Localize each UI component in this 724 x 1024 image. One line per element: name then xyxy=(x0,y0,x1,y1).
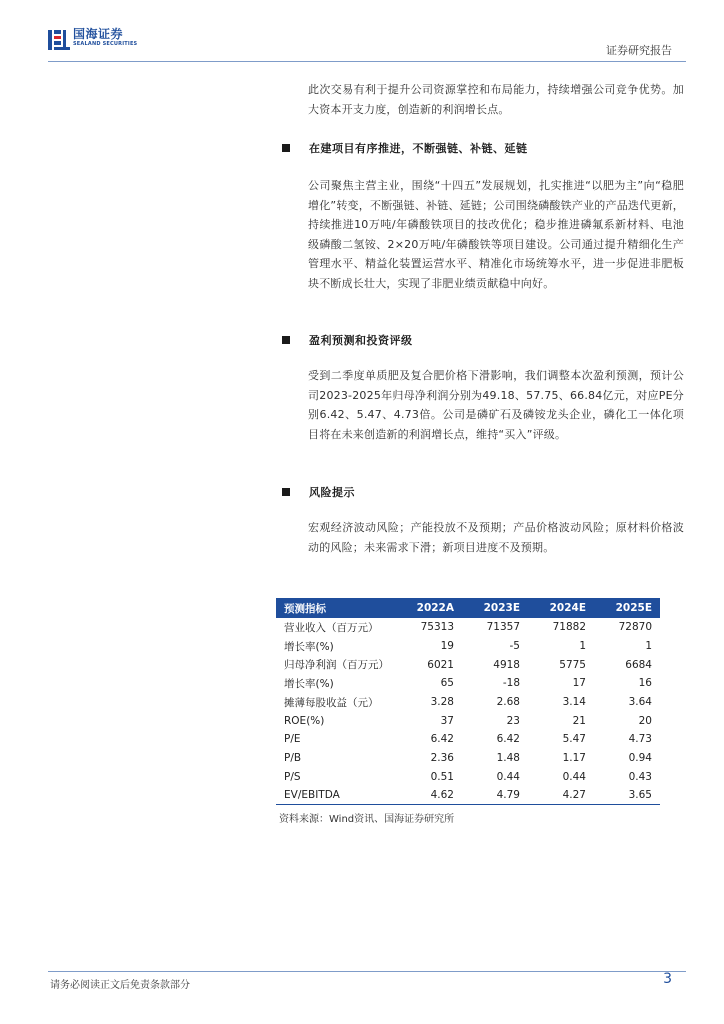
table-row xyxy=(276,693,660,712)
row-label: ROE(%) xyxy=(284,714,325,727)
table-cell: 3.14 xyxy=(562,696,586,709)
table-header-row xyxy=(276,598,660,618)
table-row xyxy=(276,730,660,749)
table-cell: -18 xyxy=(502,677,520,690)
row-label: P/E xyxy=(284,733,301,746)
section-body-risk: 宏观经济波动风险；产能投放不及预期；产品价格波动风险；原材料价格波动的风险；未来需求下滑；新项目进度不及预期。 xyxy=(308,521,684,554)
table-cell: 16 xyxy=(638,677,652,690)
table-cell: 5775 xyxy=(559,658,586,671)
forecast-table-container xyxy=(276,598,660,805)
table-row xyxy=(276,637,660,656)
section-heading-risk xyxy=(282,484,355,500)
table-cell: 20 xyxy=(638,714,652,727)
column-header: 2025E xyxy=(594,598,660,618)
table-cell: 23 xyxy=(506,714,520,727)
column-header: 2024E xyxy=(528,598,594,618)
table-row xyxy=(276,786,660,805)
row-label: P/S xyxy=(284,770,301,783)
intro-paragraph: 此次交易有利于提升公司资源掌控和布局能力，持续增强公司竞争优势。加大资本开支力度，创造新的利润增长点。 xyxy=(308,83,684,116)
table-cell: 3.64 xyxy=(628,696,652,709)
forecast-table xyxy=(276,598,660,805)
table-cell: 0.44 xyxy=(562,770,586,783)
table-cell: 0.44 xyxy=(496,770,520,783)
section-body-forecast: 受到二季度单质肥及复合肥价格下滑影响，我们调整本次盈利预测，预计公司2023-2025年归母净利润分别为49.18、57.75、66.84亿元，对应PE分别6.42、5.47、4.73倍。公司是磷矿石及磷铵龙头企业，磷化工一体化项目将在未来创造新的利润增长点，维持“买入”评级。 xyxy=(308,369,684,441)
table-cell: 4.27 xyxy=(528,786,594,805)
table-cell: 4.62 xyxy=(396,786,462,805)
table-cell: 72870 xyxy=(618,621,652,634)
section-body-projects: 公司聚焦主营主业，围绕“十四五”发展规划，扎实推进“以肥为主”向“稳肥增化”转变，不断强链、补链、延链；公司围绕磷酸铁产业的产品迭代更新，持续推进10万吨/年磷酸铁项目的技改优化；稳步推进磷氟系新材料、电池级磷酸二氢铵、2×20万吨/年磷酸铁等项目建设。公司通过提升精细化生产管理水平、精益化装置运营水平、精准化市场统筹水平，进一步促进非肥板块不断成长壮大，实现了非肥业绩贡献稳中向好。 xyxy=(308,179,684,290)
table-cell: 4.73 xyxy=(628,733,652,746)
square-bullet-icon xyxy=(282,144,290,152)
table-row xyxy=(276,768,660,787)
table-cell: 71882 xyxy=(552,621,586,634)
section-title: 在建项目有序推进，不断强链、补链、延链 xyxy=(309,142,528,155)
square-bullet-icon xyxy=(282,336,290,344)
table-cell: 1.48 xyxy=(496,752,520,765)
row-label: 归母净利润（百万元） xyxy=(284,659,389,672)
row-label: 摊薄每股收益（元） xyxy=(284,696,379,709)
table-cell: 65 xyxy=(440,677,454,690)
table-cell: 37 xyxy=(440,714,454,727)
table-cell: -5 xyxy=(509,640,520,653)
table-row xyxy=(276,655,660,674)
row-label: 营业收入（百万元） xyxy=(284,621,379,634)
table-cell: 6.42 xyxy=(430,733,454,746)
table-cell: 1 xyxy=(579,640,586,653)
footer-disclaimer: 请务必阅读正文后免责条款部分 xyxy=(50,980,190,991)
column-header: 预测指标 xyxy=(276,598,396,618)
page-number: 3 xyxy=(663,971,672,987)
table-cell: 4918 xyxy=(493,658,520,671)
table-cell: 3.28 xyxy=(430,696,454,709)
table-cell: 1.17 xyxy=(562,752,586,765)
table-row xyxy=(276,711,660,730)
table-cell: 2.36 xyxy=(430,752,454,765)
table-row xyxy=(276,674,660,693)
table-cell: 0.94 xyxy=(628,752,652,765)
row-label: 增长率(%) xyxy=(284,640,334,653)
table-cell: 6684 xyxy=(625,658,652,671)
section-title: 盈利预测和投资评级 xyxy=(309,334,413,347)
logo-english-name: SEALAND SECURITIES xyxy=(73,41,138,47)
table-cell: 4.79 xyxy=(462,786,528,805)
column-header: 2022A xyxy=(396,598,462,618)
table-cell: 0.51 xyxy=(430,770,454,783)
row-label: EV/EBITDA xyxy=(276,786,396,805)
row-label: P/B xyxy=(284,752,302,765)
sealand-logo-icon xyxy=(48,29,70,51)
company-logo xyxy=(48,28,137,51)
table-cell: 6021 xyxy=(427,658,454,671)
header-divider xyxy=(48,61,686,62)
section-heading-forecast xyxy=(282,332,413,348)
page-header xyxy=(48,28,686,62)
table-cell: 3.65 xyxy=(594,786,660,805)
table-row xyxy=(276,618,660,637)
table-cell: 17 xyxy=(572,677,586,690)
square-bullet-icon xyxy=(282,488,290,496)
table-cell: 21 xyxy=(572,714,586,727)
section-heading-projects xyxy=(282,140,528,156)
table-cell: 2.68 xyxy=(496,696,520,709)
table-source-note: 资料来源：Wind资讯、国海证券研究所 xyxy=(279,814,455,825)
table-row xyxy=(276,749,660,768)
table-cell: 1 xyxy=(645,640,652,653)
logo-chinese-name: 国海证券 xyxy=(73,27,124,41)
section-title: 风险提示 xyxy=(309,486,355,499)
table-cell: 71357 xyxy=(486,621,520,634)
table-cell: 75313 xyxy=(420,621,454,634)
table-cell: 5.47 xyxy=(562,733,586,746)
footer-divider xyxy=(48,971,686,972)
row-label: 增长率(%) xyxy=(284,677,334,690)
report-type-label: 证券研究报告 xyxy=(606,44,672,57)
table-cell: 19 xyxy=(440,640,454,653)
table-cell: 6.42 xyxy=(496,733,520,746)
table-cell: 0.43 xyxy=(628,770,652,783)
column-header: 2023E xyxy=(462,598,528,618)
